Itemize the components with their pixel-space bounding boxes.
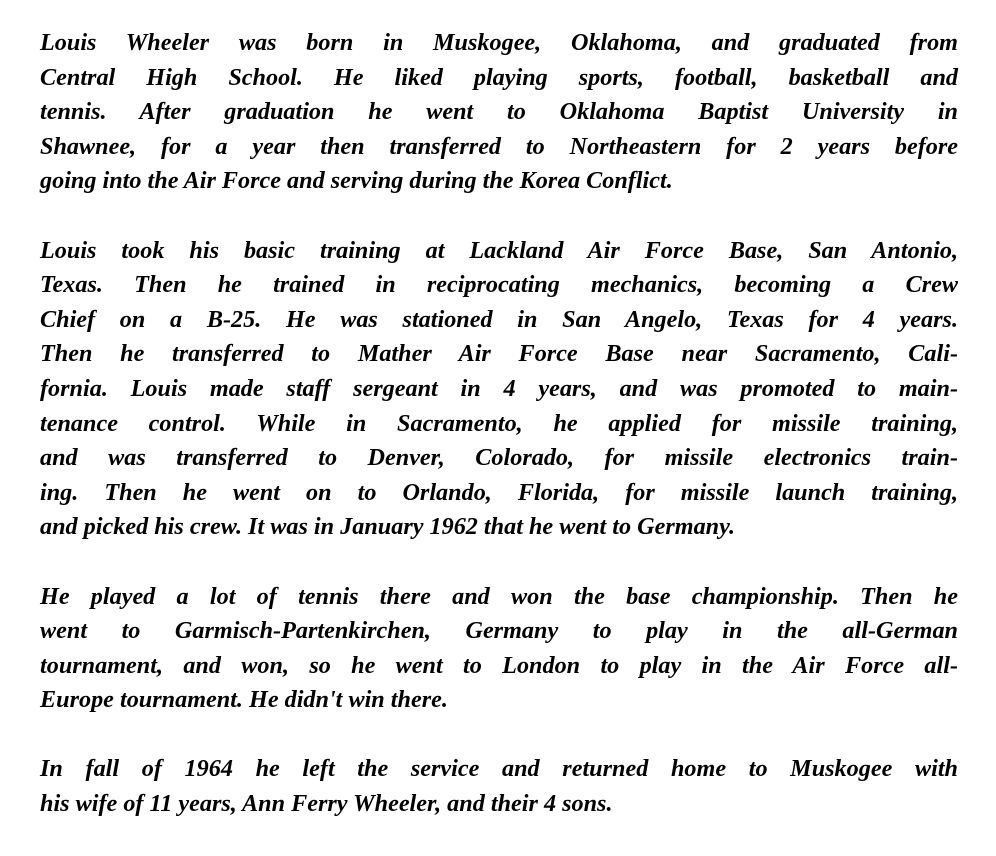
text-line: and was transferred to Denver, Colorado, for missile electronics train- bbox=[40, 444, 958, 472]
text-line: and picked his crew. It was in January 1962 that he went to Germany. bbox=[40, 513, 736, 541]
text-line: tournament, and won, so he went to London to play in the Air Force all- bbox=[40, 651, 958, 679]
text-line: He played a lot of tennis there and won the base championship. Then he bbox=[40, 582, 958, 610]
text-line: fornia. Louis made staff sergeant in 4 years, and was promoted to main- bbox=[40, 374, 958, 402]
paragraph-early-life bbox=[40, 26, 958, 199]
text-line: Louis Wheeler was born in Muskogee, Oklahoma, and graduated from bbox=[40, 29, 958, 56]
biography-document bbox=[40, 26, 958, 822]
text-line: Europe tournament. He didn't win there. bbox=[40, 686, 448, 714]
text-line: Louis took his basic training at Lackland Air Force Base, San Antonio, bbox=[40, 236, 958, 264]
text-line: In fall of 1964 he left the service and returned home to Muskogee with bbox=[40, 755, 958, 783]
text-line: ing. Then he went on to Orlando, Florida, for missile launch training, bbox=[40, 478, 958, 506]
paragraph-spacer bbox=[40, 718, 958, 753]
paragraph-return-home bbox=[40, 752, 958, 821]
paragraph-spacer bbox=[40, 199, 958, 234]
text-line: Then he transferred to Mather Air Force Base near Sacramento, Cali- bbox=[40, 340, 958, 368]
text-line: Shawnee, for a year then transferred to Northeastern for 2 years before bbox=[40, 132, 958, 160]
text-line: went to Garmisch-Partenkirchen, Germany to play in the all-German bbox=[40, 617, 958, 645]
text-line: going into the Air Force and serving during the Korea Conflict. bbox=[40, 167, 673, 195]
text-line: tennis. After graduation he went to Oklahoma Baptist University in bbox=[40, 98, 958, 126]
text-line: Chief on a B-25. He was stationed in San Angelo, Texas for 4 years. bbox=[40, 305, 958, 333]
text-line: his wife of 11 years, Ann Ferry Wheeler, and their 4 sons. bbox=[40, 790, 613, 818]
text-line: tenance control. While in Sacramento, he applied for missile training, bbox=[40, 409, 958, 437]
paragraph-air-force-career bbox=[40, 234, 958, 545]
text-line: Texas. Then he trained in reciprocating mechanics, becoming a Crew bbox=[40, 271, 958, 299]
paragraph-tennis bbox=[40, 580, 958, 718]
text-line: Central High School. He liked playing sports, football, basketball and bbox=[40, 63, 958, 91]
paragraph-spacer bbox=[40, 545, 958, 580]
